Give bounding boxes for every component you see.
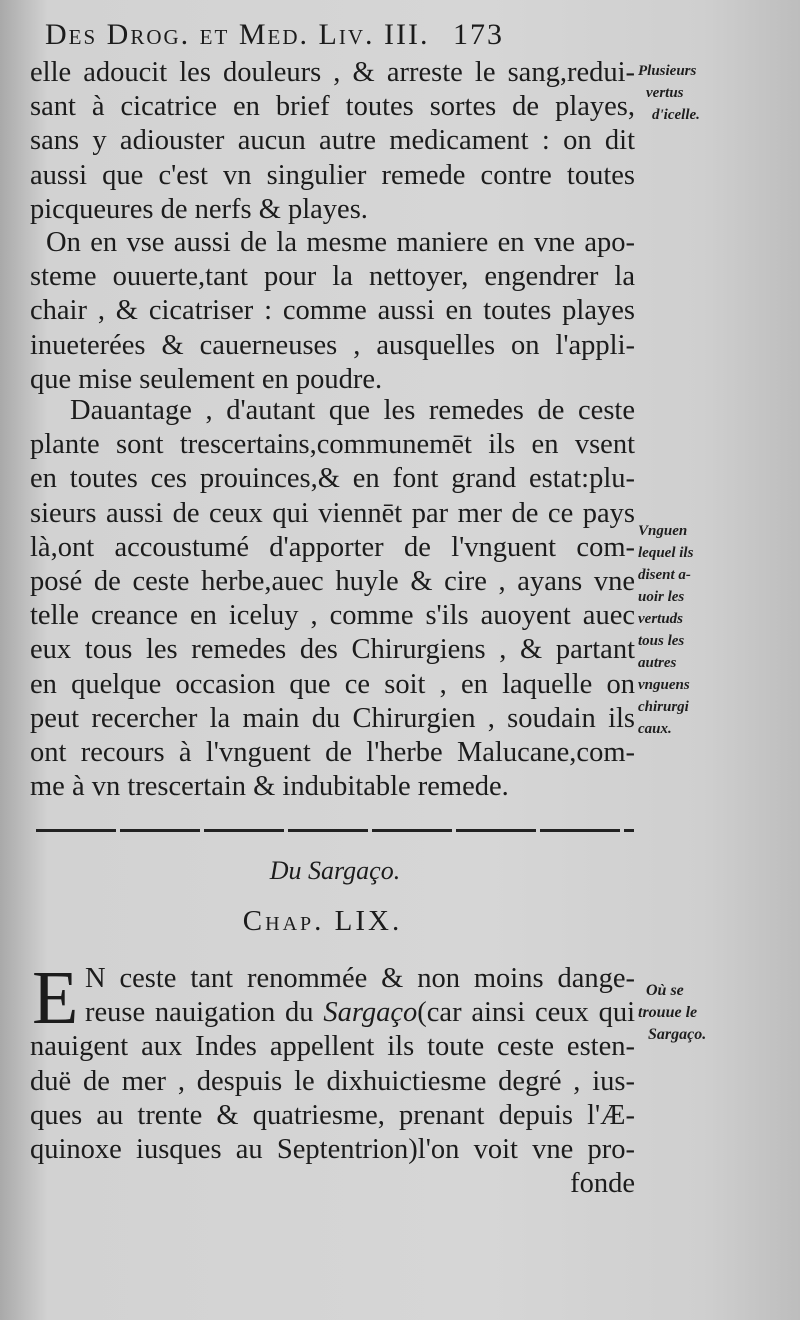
text-line: steme ouuerte,tant pour la nettoyer, engendrer la xyxy=(30,261,635,293)
text-line: quinoxe iusques au Septentrion)l'on voit vne pro- xyxy=(30,1134,635,1166)
margin-note-line: vertuds xyxy=(638,611,683,627)
text-line: posé de ceste herbe,auec huyle & cire , ayans vne xyxy=(30,566,635,598)
margin-note-line: trouue le xyxy=(638,1004,698,1021)
paragraph-4 xyxy=(30,956,635,1201)
text-line: me à vn trescertain & indubitable remede. xyxy=(30,771,509,803)
drop-cap: E xyxy=(32,956,79,1040)
chapter-heading: Chap. LIX. xyxy=(242,905,403,937)
paragraph-3 xyxy=(30,394,635,804)
text-line: Dauantage , d'autant que les remedes de ceste xyxy=(70,395,635,426)
running-title: Des Drog. et Med. Liv. III. xyxy=(45,18,430,51)
margin-note-line: vnguens xyxy=(638,677,690,693)
text-line: là,ont accoustumé d'apporter de l'vnguent com- xyxy=(30,531,635,563)
margin-note-line: Vnguen xyxy=(638,523,688,539)
text-line: sieurs aussi de ceux qui viennēt par mer de ce pays xyxy=(30,497,635,529)
margin-note-line: Sargaço. xyxy=(648,1026,707,1043)
margin-note-line: lequel ils xyxy=(638,545,694,561)
margin-note-line: uoir les xyxy=(638,589,685,605)
margin-note-line: Où se xyxy=(646,982,684,999)
text-line: telle creance en iceluy , comme s'ils auoyent auec xyxy=(30,600,635,632)
text-line: elle adoucit les douleurs , & arreste le sang,redui- xyxy=(30,57,635,88)
margin-note-line: d'icelle. xyxy=(652,107,700,123)
text-line: On en vse aussi de la mesme maniere en vne apo- xyxy=(46,227,635,258)
text-line: chair , & cicatriser : comme aussi en toutes playes xyxy=(30,295,635,327)
text-line: que mise seulement en poudre. xyxy=(30,363,383,395)
text-line: en quelque occasion que ce soit , en laquelle on xyxy=(30,668,635,700)
margin-note-3 xyxy=(638,980,798,1046)
margin-note-line: disent a- xyxy=(638,567,691,583)
text-line: inueterées & cauerneuses , ausquelles on l'appli- xyxy=(30,329,635,361)
margin-note-line: Plusieurs xyxy=(638,63,697,79)
text-line: eux tous les remedes des Chirurgiens , & partant xyxy=(30,634,635,666)
text-line: plante sont trescertains,communemēt ils en vsent xyxy=(30,429,635,461)
margin-note-2 xyxy=(638,520,798,740)
section-subtitle: Du Sargaço. xyxy=(269,856,401,885)
text-line: peut recercher la main du Chirurgien , soudain ils xyxy=(30,702,635,734)
text-line: reuse nauigation du Sargaço(car ainsi ceux qui xyxy=(85,997,635,1029)
margin-note-line: caux. xyxy=(638,721,672,737)
margin-note-line: chirurgi xyxy=(638,699,689,715)
text-line: ques au trente & quatriesme, prenant depuis l'Æ- xyxy=(30,1099,635,1131)
text-line: sans y adiouster aucun autre medicament : on dit xyxy=(30,125,635,157)
catchword: fonde xyxy=(570,1168,635,1200)
text-line: N ceste tant renommée & non moins dange- xyxy=(85,963,635,994)
margin-note-line: tous les xyxy=(638,633,685,649)
margin-note-1 xyxy=(638,60,798,126)
paragraph-2 xyxy=(30,226,635,397)
margin-note-line: autres xyxy=(638,655,677,671)
section-divider xyxy=(36,829,634,832)
paragraph-1 xyxy=(30,56,635,227)
text-line: sant à cicatrice en brief toutes sortes de playes, xyxy=(30,91,635,123)
text-line: picqueures de nerfs & playes. xyxy=(30,193,368,225)
text-line: nauigent aux Indes appellent ils toute ceste esten- xyxy=(30,1031,635,1063)
page-number: 173 xyxy=(452,18,504,51)
text-line: duë de mer , despuis le dixhuictiesme degré , ius- xyxy=(30,1065,635,1097)
text-line: en toutes ces prouinces,& en font grand estat:plu- xyxy=(30,463,635,495)
margin-note-line: vertus xyxy=(646,85,684,101)
text-line: aussi que c'est vn singulier remede contre toutes xyxy=(30,159,635,191)
text-line: ont recours à l'vnguent de l'herbe Malucane,com- xyxy=(30,737,635,769)
running-header xyxy=(45,18,625,52)
